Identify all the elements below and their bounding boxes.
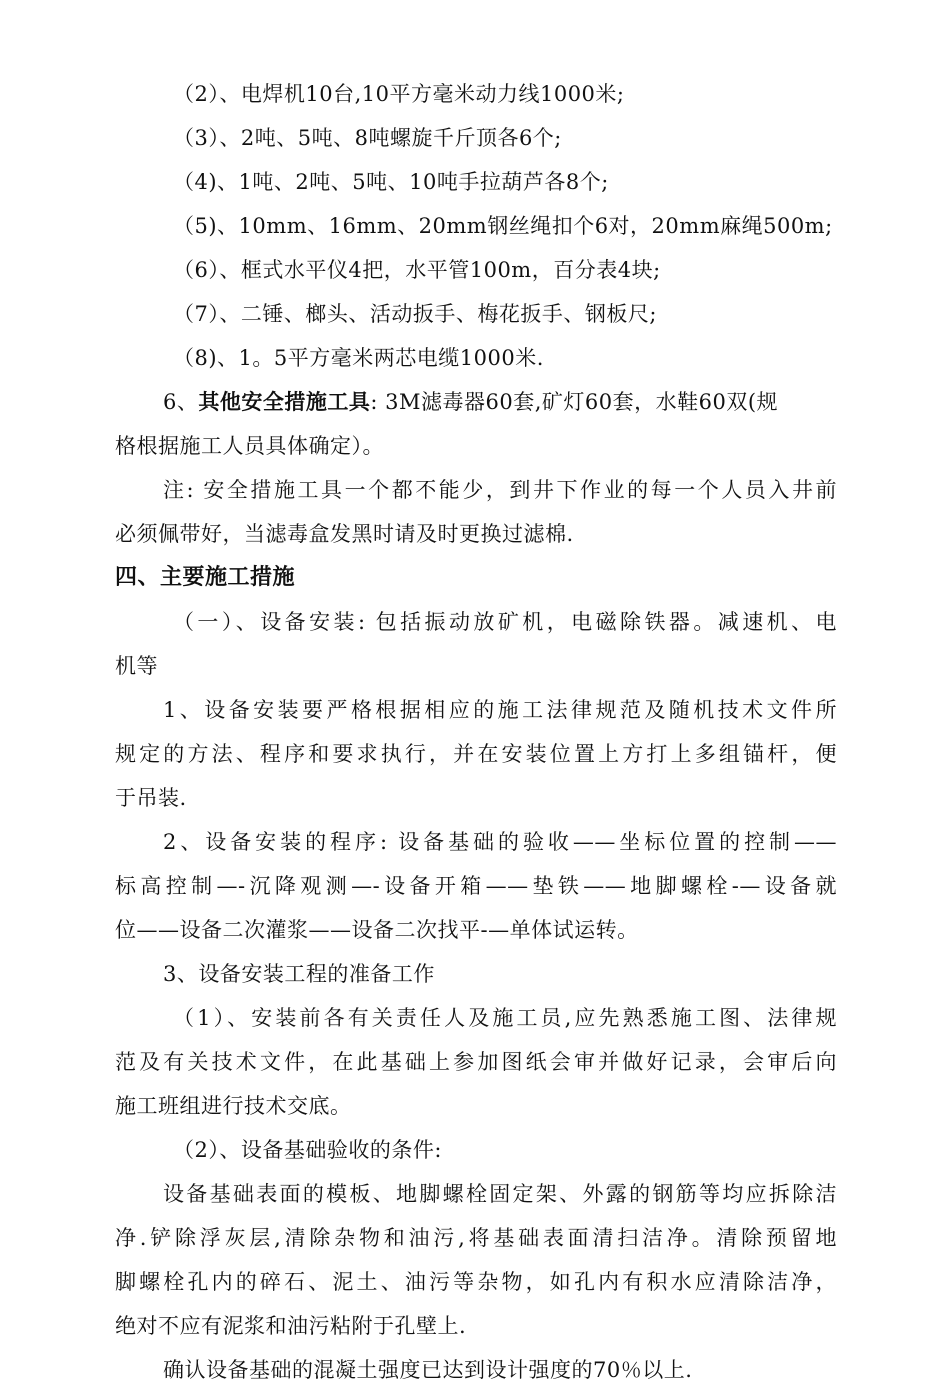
text-line: 3、设备安装工程的准备工作 — [163, 962, 435, 986]
text-line: 机等 — [115, 654, 158, 678]
text-line: （8)、1。5平方毫米两芯电缆1000米. — [173, 346, 544, 370]
text-line: （2）、设备基础验收的条件: — [173, 1138, 442, 1162]
text-line: （4)、1吨、2吨、5吨、10吨手拉葫芦各8个; — [173, 170, 609, 194]
text-line: 于吊装. — [115, 786, 187, 810]
text-line: 设备基础表面的模板、地脚螺栓固定架、外露的钢筋等均应拆除洁 — [163, 1182, 837, 1206]
text-line: 位——设备二次灌浆——设备二次找平-—单体试运转。 — [115, 918, 639, 942]
text-line: 1、设备安装要严格根据相应的施工法律规范及随机技术文件所 — [163, 698, 837, 722]
text-line: 规定的方法、程序和要求执行，并在安装位置上方打上多组锚杆，便 — [115, 742, 837, 766]
text-line: 确认设备基础的混凝土强度已达到设计强度的70％以上. — [163, 1358, 693, 1382]
text-line: （2）、电焊机10台,10平方毫米动力线1000米; — [173, 82, 625, 106]
text-line: 脚螺栓孔内的碎石、泥土、油污等杂物，如孔内有积水应清除洁净， — [115, 1270, 837, 1294]
text-line: （7）、二锤、榔头、活动扳手、梅花扳手、钢板尺; — [173, 302, 657, 326]
text-line: （6）、框式水平仪4把，水平管100m，百分表4块; — [173, 258, 661, 282]
text-line: 标高控制—-沉降观测—-设备开箱——垫铁——地脚螺栓-—设备就 — [115, 874, 837, 898]
safety-tools-title: 其他安全措施工具 — [198, 390, 371, 414]
text-line: 注: 安全措施工具一个都不能少，到井下作业的每一个人员入井前 — [163, 478, 837, 502]
text-line: 格根据施工人员具体确定）。 — [115, 434, 384, 458]
safety-tools-text: : 3M滤毒器60套,矿灯60套，水鞋60双(规 — [370, 390, 779, 414]
text-line: 施工班组进行技术交底。 — [115, 1094, 352, 1118]
section-heading: 四、主要施工措施 — [115, 565, 296, 590]
text-line: 必须佩带好，当滤毒盒发黑时请及时更换过滤棉. — [115, 522, 574, 546]
text-line: （3）、2吨、5吨、8吨螺旋千斤顶各6个; — [173, 126, 562, 150]
text-line: 净.铲除浮灰层,清除杂物和油污,将基础表面清扫洁净。清除预留地 — [115, 1226, 837, 1250]
text-line: 2、设备安装的程序: 设备基础的验收——坐标位置的控制—— — [163, 830, 837, 854]
item-number: 6、 — [163, 390, 199, 414]
document-page — [115, 72, 837, 1392]
safety-tools-paragraph — [115, 380, 837, 424]
text-line: （5)、10mm、16mm、20mm钢丝绳扣个6对，20mm麻绳500m; — [173, 214, 833, 238]
text-line: 范及有关技术文件，在此基础上参加图纸会审并做好记录，会审后向 — [115, 1050, 837, 1074]
text-line: （一）、设备安装: 包括振动放矿机，电磁除铁器。减速机、电 — [173, 610, 837, 634]
text-line: 绝对不应有泥浆和油污粘附于孔壁上. — [115, 1314, 467, 1338]
text-line: （1）、安装前各有关责任人及施工员,应先熟悉施工图、法律规 — [173, 1006, 837, 1030]
